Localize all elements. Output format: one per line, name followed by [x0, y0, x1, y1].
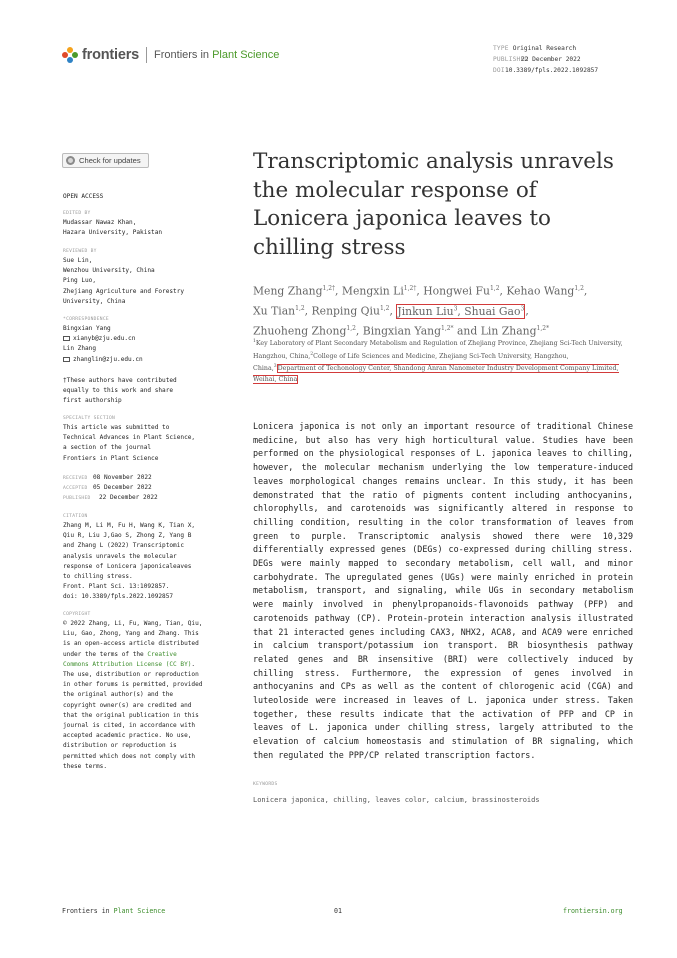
article-title: Transcriptomic analysis unravels the molecular response of Lonicera japonica leaves to chilling stress: [253, 149, 614, 260]
keywords-label: KEYWORDS: [253, 782, 278, 787]
license-link[interactable]: Creative: [147, 650, 177, 658]
published-date: 22 December 2022: [99, 494, 158, 502]
published-label: PUBLISHED: [493, 56, 529, 63]
footer-journal: Frontiers in Plant Science: [62, 907, 166, 915]
page-number: 01: [334, 907, 342, 915]
journal-name: Frontiers in Plant Science: [154, 49, 280, 61]
type-value: Original Research: [512, 45, 577, 52]
copyright-label: COPYRIGHT: [63, 612, 91, 617]
open-access-label: OPEN ACCESS: [63, 193, 104, 200]
copyright-section: COPYRIGHT © 2022 Zhang, Li, Fu, Wang, Tian, Qiu, Liu, Gao, Zhong, Yang and Zhang. This is an open-access article distributed under the terms of the Creative Commons Attribution License (CC BY). The use, distribution or reproduction in other forums is permitted, provided the original author(s) and the copyright owner(s) are credited and that the original publication in this journal is cited, in accordance with accepted academic practice. No use, distribution or reproduction is permitted which does not comply with these terms.: [63, 611, 213, 772]
citation-section: CITATION Zhang M, Li M, Fu H, Wang K, Tian X, Qiu R, Liu J,Gao S, Zhong Z, Yang B and Zhang L (2022) Transcriptomic analysis unravels the molecular response of Lonicera japonicaleaves to chilling stress. Front. Plant Sci. 13:1092857. doi: 10.3389/fpls.2022.1092857: [63, 513, 213, 603]
accepted-date: 05 December 2022: [93, 484, 152, 492]
author: Jinkun Liu: [397, 304, 454, 318]
check-updates-icon: [66, 156, 75, 165]
email-link[interactable]: xianyb@zju.edu.cn: [63, 334, 213, 344]
dates-section: [63, 473, 213, 504]
logo-divider: [146, 47, 147, 63]
author: Kehao Wang: [506, 284, 575, 298]
mail-icon: [63, 357, 70, 362]
doi-label: DOI: [493, 67, 505, 74]
affiliations: $^1$Key Laboratory of Plant Secondary Metabolism and Regulation of Zhejiang Province, Zhejiang Sci-Tech University, Hangzhou, China,$^2$College of Life Sciences and Medicine, Zhejiang Sci-Tech University, Hangzhou, China,$^3$Department of Techonology Center, Shandong Anran Nanometer Industry Development Company Limited, Weihai, China: [253, 339, 623, 384]
specialty-label: SPECIALTY SECTION: [63, 416, 116, 421]
received-date: 08 November 2022: [93, 474, 152, 481]
author: Shuai Gao: [464, 304, 521, 318]
specialty-section: SPECIALTY SECTION This article was submitted to Technical Advances in Plant Science, a section of the journal Frontiers in Plant Science: [63, 415, 213, 464]
reviewed-by-section: REVIEWED BY Sue Lin, Wenzhou University, China Ping Luo, Zhejiang Agriculture and Forestry University, China: [63, 248, 213, 307]
received-label: RECEIVED: [63, 476, 88, 481]
author: Lin Zhang: [480, 324, 537, 338]
author-list: Meng Zhang$^{1,2\dagger}$, Mengxin $Li^{1,2\dagger}$, Hongwei Fu$^{1,2}$, Kehao Wang$^{1,2}$, Xu Tian$^{1,2}$, Renping Qiu$^{1,2}$, Jinkun Liu$^3$, Shuai Gao$^3$, Zhuoheng Zhong$^{1,2}$, Bingxian Yang$^{1,2*}$ and Lin Zhang$^{1,2*}$: [253, 284, 588, 338]
author: Zhuoheng Zhong: [253, 324, 347, 338]
author: Xu Tian: [253, 304, 296, 318]
citation-label: CITATION: [63, 514, 88, 519]
keywords: Lonicera japonica, chilling, leaves color, calcium, brassinosteroids: [253, 796, 540, 804]
abstract: Lonicera japonica is not only an important resource of traditional Chinese medicine, but also has very high horticultural value. Studies have been performed on the physiological responses of L. japonica leaves to chilling, however, the molecular mechanism underlying the low temperature-induced leaves morphological changes remains unclear. In this study, it has been demonstrated that the ratio of pigments content including anthocyanins, chlorophylls, and carotenoids was significantly altered in response to chilling condition, resulting in the color transformation of leaves from green to purple. Transcriptomic analysis showed there were 10,329 differentially expressed genes (DEGs) co-expressed during chilling stress. DEGs were mainly mapped to secondary metabolism, cell wall, and minor carbohydrate. The upregulated genes (UGs) were mainly enriched in protein metabolism, transport, and signaling, while UGs in secondary metabolism were mainly involved in phenylpropanoids-flavonoids pathway (PFP) and carotenoids pathway (CP). Protein-protein interaction analysis illustrated that 21 interacted genes including CAX3, NHX2, ACA8, and ACA9 were enriched in calcium transport/potassium ion transport. BR biosynthesis pathway related genes and BR insensitive (BRI) were collectively induced by chilling stress. Furthermore, the expression of genes involved in anthocyanins and CPs as well as the content of chlorogenic acid (CGA) and luteoloside were increased in leaves of L. japonica under stress. Taken together, these results indicate that the activation of PFP and CP in leaves of L. japonica under chilling stress, largely attributed to the elevation of calcium homeostasis and stimulation of BR signaling, which then regulated the PPP/CP related transcription factors.: [253, 421, 633, 760]
accepted-label: ACCEPTED: [63, 486, 88, 492]
brand-name: frontiers: [82, 47, 140, 63]
correspondence-section: *CORRESPONDENCE Bingxian Yang xianyb@zju.edu.cn Lin Zhang zhanglin@zju.edu.cn: [63, 316, 213, 365]
edited-by-section: EDITED BY Mudassar Nawaz Khan, Hazara University, Pakistan: [63, 210, 213, 238]
author: Hongwei Fu: [423, 284, 490, 298]
doi-value: 10.3389/fpls.2022.1092857: [505, 67, 599, 74]
authorship-footnote: †These authors have contributed equally to this work and share first authorship: [63, 377, 177, 405]
mail-icon: [63, 336, 70, 341]
license-link[interactable]: Commons Attribution License (CC BY): [63, 660, 192, 668]
frontiers-logo[interactable]: [62, 45, 279, 65]
published-value: 22 December 2022: [521, 56, 581, 63]
highlighted-authors: Jinkun Liu$^3$, Shuai Gao$^3$: [397, 304, 525, 318]
email-link[interactable]: zhanglin@zju.edu.cn: [63, 355, 213, 365]
highlighted-affiliation: Department of Techonology Center, Shandong Anran Nanometer Industry Development Company Limited, Weihai, China: [253, 365, 619, 384]
check-for-updates-button[interactable]: [62, 153, 149, 168]
article-meta: [493, 43, 598, 76]
author: Mengxin Li: [341, 284, 404, 298]
correspondence-label: *CORRESPONDENCE: [63, 317, 109, 322]
type-label: TYPE: [493, 45, 509, 52]
check-updates-label: Check for updates: [79, 156, 141, 165]
author: Bingxian Yang: [362, 324, 442, 338]
published-label-side: PUBLISHED: [63, 496, 91, 502]
footer-website-link[interactable]: frontiersin.org: [563, 907, 623, 915]
author: Renping Qiu: [311, 304, 380, 318]
author: Meng Zhang: [253, 284, 323, 298]
reviewed-by-label: REVIEWED BY: [63, 249, 97, 254]
frontiers-logo-icon: [62, 47, 78, 63]
edited-by-label: EDITED BY: [63, 211, 91, 216]
